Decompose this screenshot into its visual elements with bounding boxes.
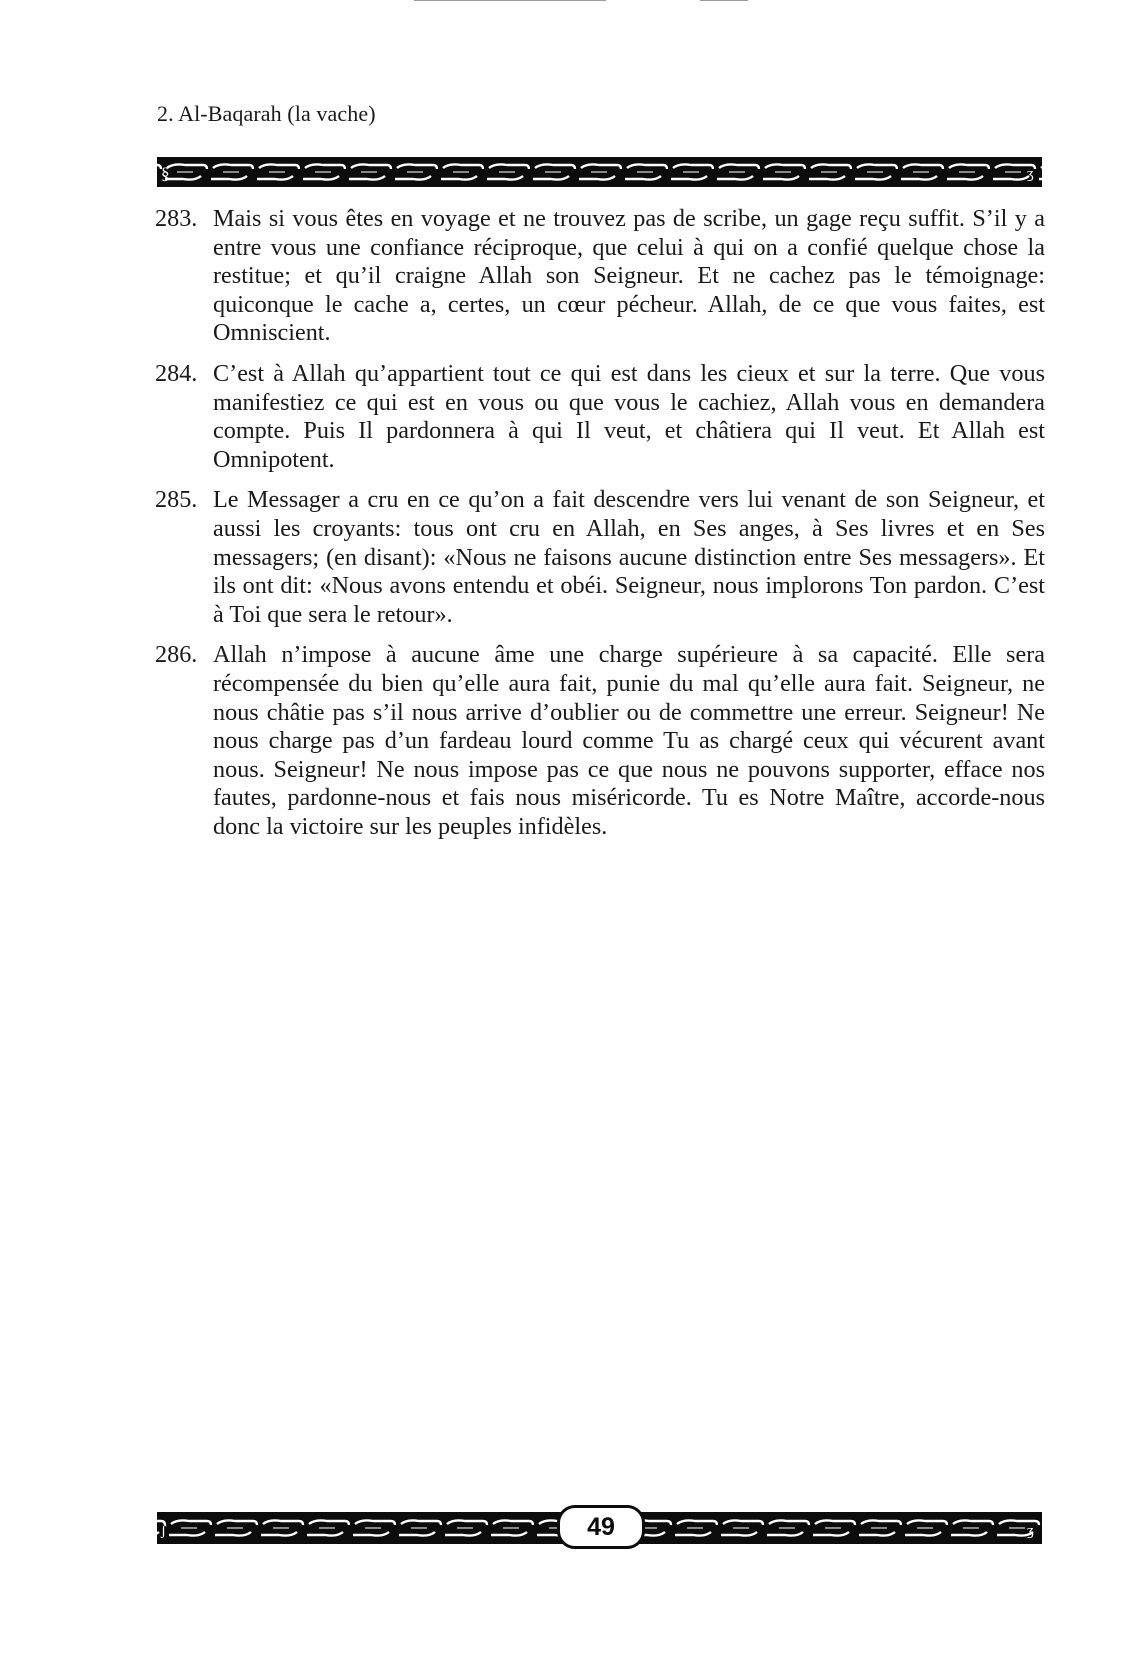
svg-text:ʒ: ʒ: [1027, 1523, 1034, 1539]
scan-edge-line: [700, 0, 748, 1]
verse-item: [155, 205, 1045, 348]
verse-text: Le Messager a cru en ce qu’on a fait descendre vers lui venant de son Seigneur, et aussi les croyants: tous ont cru en Allah, en Ses anges, à Ses livres et en Ses messagers; (en disant): «Nous ne faisons aucune distinction entre Ses messagers». Et ils ont dit: «Nous avons entendu et obéi. Seigneur, nous implorons Ton pardon. C’est à Toi que sera le retour».: [213, 486, 1045, 628]
running-head-title: 2. Al-Baqarah (la vache): [157, 101, 376, 126]
scan-edge-line: [414, 0, 606, 1]
verse-text: C’est à Allah qu’appartient tout ce qui est dans les cieux et sur la terre. Que vous manifestiez ce qui est en vous ou que vous le cachiez, Allah vous en demandera compte. Puis Il pardonnera à qui Il veut, et châtiera qui Il veut. Et Allah est Omnipotent.: [213, 359, 1045, 473]
top-ornament-band: [157, 157, 1042, 187]
verse-item: [155, 360, 1045, 474]
verse-item: [155, 641, 1045, 841]
chain-ornament-icon: [157, 157, 1042, 187]
verse-text: Mais si vous êtes en voyage et ne trouvez pas de scribe, un gage reçu suffit. S’il y a entre vous une confiance réciproque, que celui à qui on a confié quelque chose la restitue; et qu’il craigne Allah son Seigneur. Et ne cachez pas le témoignage: quiconque le cache a, certes, un cœur pécheur. Allah, de ce que vous faites, est Omniscient.: [213, 205, 1045, 347]
verse-item: [155, 486, 1045, 629]
svg-text:ʃ: ʃ: [161, 1523, 166, 1539]
page-number: 49: [557, 1505, 645, 1549]
verse-number: 285.: [155, 486, 198, 514]
verse-text: Allah n’impose à aucune âme une charge supérieure à sa capacité. Elle sera récompensée du bien qu’elle aura fait, punie du mal qu’elle aura fait. Seigneur, ne nous châtie pas s’il nous arrive d’oublier ou de commettre une erreur. Seigneur! Ne nous charge pas d’un fardeau lourd comme Tu as chargé ceux qui vécurent avant nous. Seigneur! Ne nous impose pas ce que nous ne pouvons supporter, efface nos fautes, pardonne-nous et fais nous miséricorde. Tu es Notre Maître, accorde-nous donc la victoire sur les peuples infidèles.: [213, 641, 1045, 840]
verse-number: 286.: [155, 641, 198, 669]
verse-number: 284.: [155, 359, 198, 387]
verse-number: 283.: [155, 205, 198, 232]
svg-text:ʒ: ʒ: [1027, 166, 1034, 182]
verse-list: [155, 205, 1045, 853]
svg-text:§: §: [161, 164, 170, 183]
